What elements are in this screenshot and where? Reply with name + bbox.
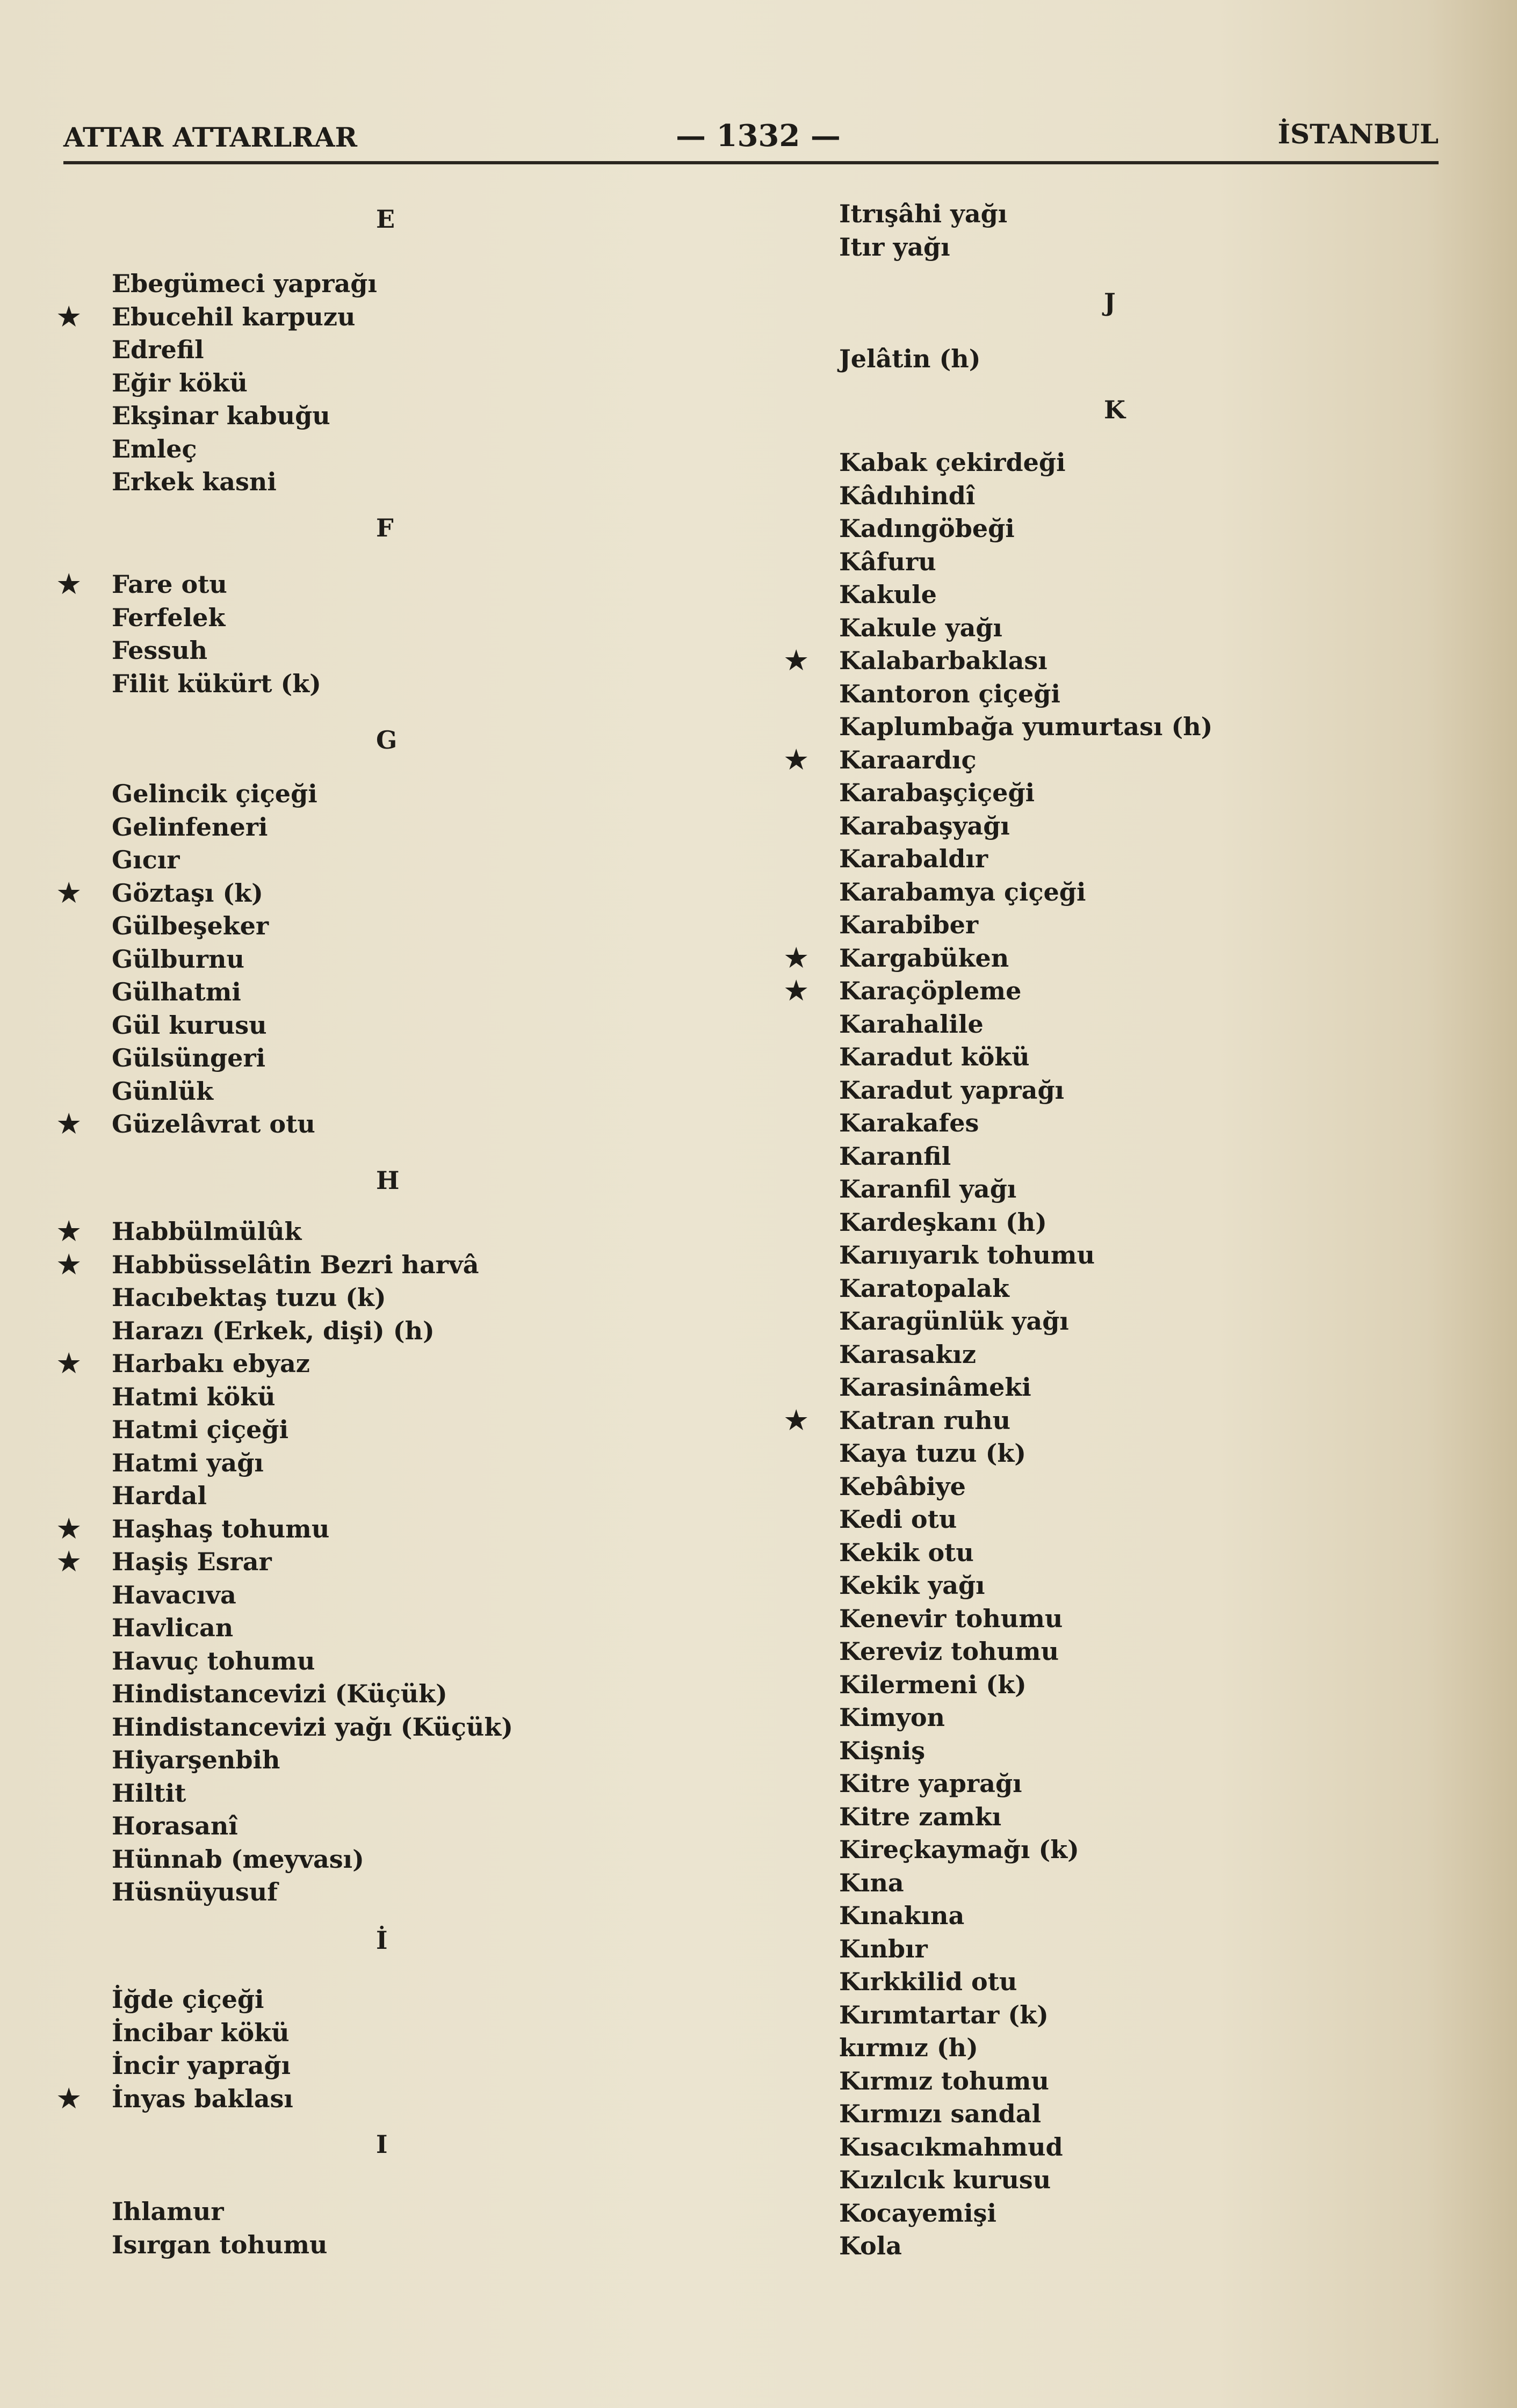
index-entry: Erkek kasni (112, 467, 277, 496)
index-entry: Havacıva (112, 1580, 236, 1609)
index-entry: Katran ruhu (839, 1405, 1011, 1435)
index-entry: Karanfil (839, 1141, 951, 1171)
index-entry: Göztaşı (k) (112, 878, 263, 908)
index-entry: Kâfuru (839, 547, 936, 576)
index-entry: Isırgan tohumu (112, 2230, 328, 2259)
index-entry: Kızılcık kurusu (839, 2165, 1051, 2194)
index-entry: Kadıngöbeği (839, 514, 1015, 543)
index-entry: Kakule (839, 580, 937, 609)
index-entry: Karagünlük yağı (839, 1307, 1069, 1336)
section-letter: E (376, 205, 395, 234)
index-entry: Kakule yağı (839, 613, 1003, 642)
index-entry: İnyas baklası (112, 2084, 293, 2113)
index-entry: Kâdıhindî (839, 481, 976, 510)
section-letter: K (1104, 395, 1125, 424)
header-rule (63, 161, 1439, 164)
index-entry: Jelâtin (h) (839, 344, 981, 373)
section-letter: J (1104, 288, 1116, 317)
index-entry: Itrışâhi yağı (839, 199, 1008, 228)
index-entry: Kocayemişi (839, 2198, 996, 2228)
star-icon: ★ (56, 1247, 82, 1281)
index-entry: Harazı (Erkek, dişi) (h) (112, 1316, 435, 1345)
index-entry: Karaçöpleme (839, 976, 1022, 1005)
index-entry: Kına (839, 1868, 904, 1897)
index-entry: Hüsnüyusuf (112, 1877, 278, 1906)
index-entry: Karabaşyağı (839, 811, 1010, 840)
index-entry: Hünnab (meyvası) (112, 1844, 364, 1874)
index-entry: Güzelâvrat otu (112, 1109, 315, 1138)
index-entry: Kınbır (839, 1934, 928, 1963)
star-icon: ★ (56, 1346, 82, 1380)
section-letter: H (376, 1166, 400, 1195)
index-entry: Hiyarşenbih (112, 1745, 280, 1774)
star-icon: ★ (56, 1511, 82, 1546)
index-entry: Havuç tohumu (112, 1646, 315, 1676)
index-entry: Kırkkilid otu (839, 1967, 1017, 1996)
index-entry: Kitre zamkı (839, 1802, 1002, 1831)
index-entry: Kekik yağı (839, 1571, 985, 1600)
index-entry: Kedi otu (839, 1505, 957, 1534)
index-entry: Gülsüngeri (112, 1043, 266, 1072)
index-entry: Karadut yaprağı (839, 1075, 1065, 1105)
index-entry: Kısacıkmahmud (839, 2132, 1063, 2162)
star-icon: ★ (56, 1107, 82, 1141)
index-entry: Ferfelek (112, 603, 226, 632)
star-icon: ★ (56, 1544, 82, 1578)
index-entry: Hatmi yağı (112, 1448, 264, 1477)
index-entry: Habbüsselâtin Bezri harvâ (112, 1250, 479, 1279)
index-entry: Kardeşkanı (h) (839, 1207, 1047, 1237)
index-entry: Kırmızı sandal (839, 2099, 1042, 2128)
index-entry: Kenevir tohumu (839, 1604, 1063, 1633)
index-entry: Karasinâmeki (839, 1373, 1031, 1402)
page-number: — 1332 — (676, 118, 841, 154)
page-header (63, 114, 1439, 157)
index-entry: İncir yaprağı (112, 2051, 291, 2080)
index-entry: Karasakız (839, 1339, 976, 1369)
index-entry: Günlük (112, 1076, 213, 1106)
index-entry: Itır yağı (839, 232, 950, 262)
index-entry: Ekşinar kabuğu (112, 401, 330, 430)
index-entry: Harbakı ebyaz (112, 1349, 310, 1378)
index-entry: Kabak çekirdeği (839, 448, 1066, 477)
index-entry: Kırımtartar (k) (839, 2000, 1049, 2029)
index-entry: Kekik otu (839, 1537, 974, 1567)
index-entry: Gülburnu (112, 944, 244, 974)
index-entry: Hardal (112, 1481, 207, 1510)
index-entry: Gül kurusu (112, 1010, 267, 1040)
index-entry: Gelincik çiçeği (112, 779, 317, 808)
index-entry: Karabaldır (839, 844, 988, 873)
index-entry: Filit kükürt (k) (112, 669, 321, 698)
section-letter: G (376, 726, 398, 755)
index-entry: kırmız (h) (839, 2033, 978, 2062)
index-entry: Kınakına (839, 1901, 965, 1930)
index-entry: Karabaşçiçeği (839, 778, 1035, 807)
star-icon: ★ (56, 875, 82, 910)
index-entry: Kantoron çiçeği (839, 679, 1060, 708)
index-entry: Kereviz tohumu (839, 1637, 1059, 1666)
index-entry: Kargabüken (839, 943, 1009, 973)
index-entry: Hindistancevizi yağı (Küçük) (112, 1712, 513, 1742)
star-icon: ★ (783, 974, 810, 1007)
index-entry: Kireçkaymağı (k) (839, 1835, 1079, 1864)
index-entry: Ebegümeci yaprağı (112, 269, 377, 298)
index-entry: Havlican (112, 1613, 234, 1642)
index-entry: Haşhaş tohumu (112, 1514, 330, 1543)
index-entry: Karahalile (839, 1009, 984, 1039)
index-entry: Kalabarbaklası (839, 646, 1048, 675)
index-entry: Karabamya çiçeği (839, 877, 1086, 906)
section-letter: I (376, 2130, 388, 2159)
index-entry: Hindistancevizi (Küçük) (112, 1679, 447, 1708)
index-entry: Kırmız tohumu (839, 2066, 1049, 2095)
index-entry: Emleç (112, 434, 197, 463)
star-icon: ★ (56, 1214, 82, 1248)
star-icon: ★ (56, 567, 82, 601)
index-entry: Kitre yaprağı (839, 1769, 1022, 1798)
index-entry: Hiltit (112, 1778, 186, 1808)
index-entry: Gelinfeneri (112, 812, 268, 842)
index-entry: Karııyarık tohumu (839, 1241, 1095, 1270)
running-head-left: ATTAR ATTARLRAR (63, 121, 358, 153)
index-entry: Hatmi kökü (112, 1382, 276, 1411)
section-letter: F (376, 513, 394, 542)
index-entry: Karabiber (839, 910, 979, 939)
index-entry: İğde çiçeği (112, 1985, 264, 2014)
index-entry: Haşiş Esrar (112, 1547, 272, 1576)
index-entry: Kaplumbağa yumurtası (h) (839, 712, 1213, 741)
index-entry: Horasanî (112, 1811, 238, 1840)
section-letter: İ (376, 1926, 388, 1955)
index-entry: İncibar kökü (112, 2018, 290, 2047)
index-entry: Kola (839, 2231, 902, 2260)
index-entry: Kimyon (839, 1703, 945, 1732)
star-icon: ★ (56, 299, 82, 333)
index-entry: Ihlamur (112, 2197, 224, 2226)
index-entry: Kişniş (839, 1736, 926, 1765)
star-icon: ★ (56, 2081, 82, 2115)
index-entry: Hacıbektaş tuzu (k) (112, 1283, 386, 1312)
index-entry: Fessuh (112, 636, 208, 665)
running-head-right: İSTANBUL (1277, 118, 1439, 150)
index-entry: Karatopalak (839, 1273, 1009, 1303)
index-entry: Karadut kökü (839, 1042, 1030, 1071)
index-entry: Habbülmülûk (112, 1217, 302, 1246)
star-icon: ★ (783, 1403, 810, 1437)
index-entry: Hatmi çiçeği (112, 1415, 289, 1444)
index-entry: Gülbeşeker (112, 911, 269, 940)
index-entry: Fare otu (112, 570, 227, 599)
star-icon: ★ (783, 940, 810, 975)
star-icon: ★ (783, 742, 810, 777)
index-entry: Karakafes (839, 1108, 979, 1137)
index-entry: Karanfil yağı (839, 1174, 1017, 1203)
index-entry: Kebâbiye (839, 1471, 966, 1501)
index-entry: Gıcır (112, 845, 180, 874)
index-entry: Edrefil (112, 335, 204, 364)
index-entry: Kilermeni (k) (839, 1670, 1027, 1699)
star-icon: ★ (783, 643, 810, 677)
index-entry: Ebucehil karpuzu (112, 302, 356, 331)
index-entry: Eğir kökü (112, 368, 248, 397)
index-entry: Karaardıç (839, 745, 977, 774)
index-entry: Kaya tuzu (k) (839, 1439, 1027, 1468)
index-entry: Gülhatmi (112, 977, 241, 1006)
